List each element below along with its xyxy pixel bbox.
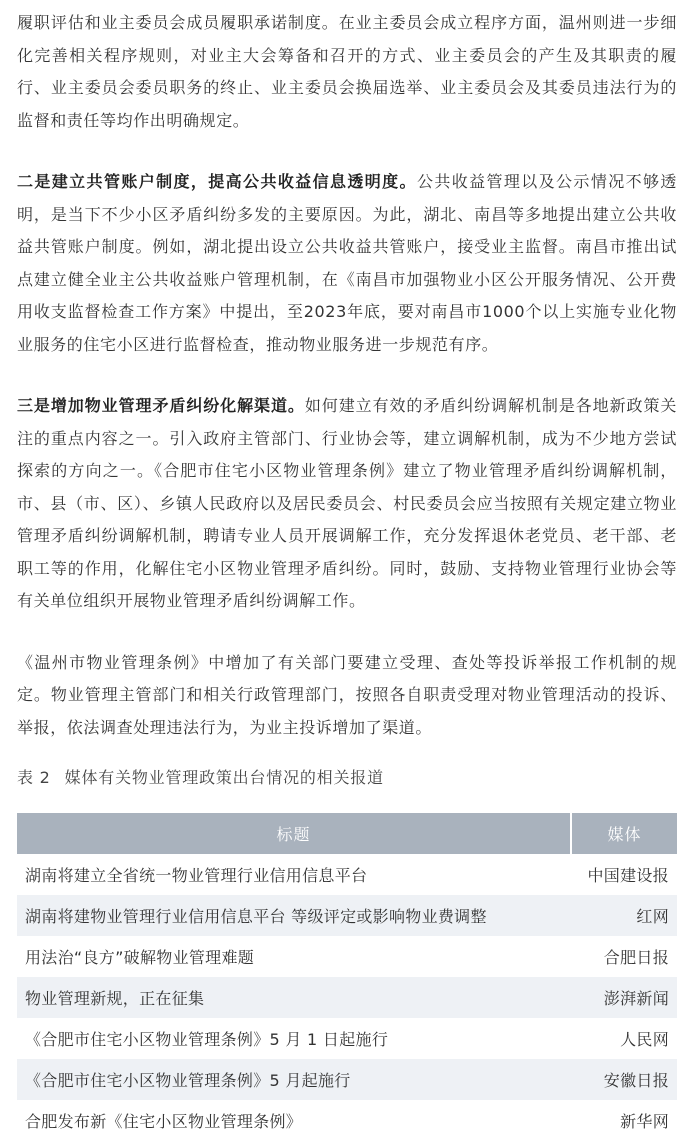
cell-title: 《合肥市住宅小区物业管理条例》5 月 1 日起施行 bbox=[17, 1018, 572, 1059]
media-reports-table bbox=[17, 813, 677, 1141]
cell-title: 湖南将建立全省统一物业管理行业信用信息平台 bbox=[17, 854, 572, 895]
cell-media: 中国建设报 bbox=[572, 854, 677, 895]
table-row bbox=[17, 895, 677, 936]
paragraph bbox=[17, 7, 677, 137]
paragraph bbox=[17, 390, 677, 618]
cell-title: 《合肥市住宅小区物业管理条例》5 月起施行 bbox=[17, 1059, 572, 1100]
paragraph-text: 公共收益管理以及公示情况不够透明，是当下不少小区矛盾纠纷多发的主要原因。为此，湖北、南昌等多地提出建立公共收益共管账户制度。例如，湖北提出设立公共收益共管账户，接受业主监督。南昌市推出试点建立健全业主公共收益账户管理机制，在《南昌市加强物业小区公开服务情况、公开费用收支监督检查工作方案》中提出，至2023年底，要对南昌市1000个以上实施专业化物业服务的住宅小区进行监督检查，推动物业服务进一步规范有序。 bbox=[17, 172, 677, 354]
table-row bbox=[17, 1018, 677, 1059]
cell-title: 用法治“良方”破解物业管理难题 bbox=[17, 936, 572, 977]
table-header-row bbox=[17, 813, 677, 854]
cell-title: 合肥发布新《住宅小区物业管理条例》 bbox=[17, 1100, 572, 1141]
cell-media: 新华网 bbox=[572, 1100, 677, 1141]
column-header-media: 媒体 bbox=[572, 813, 677, 854]
paragraph bbox=[17, 647, 677, 745]
table-caption bbox=[17, 766, 677, 790]
cell-title: 湖南将建物业管理行业信用信息平台 等级评定或影响物业费调整 bbox=[17, 895, 572, 936]
article bbox=[17, 0, 677, 1141]
paragraph-text: 履职评估和业主委员会成员履职承诺制度。在业主委员会成立程序方面，温州则进一步细化完善相关程序规则，对业主大会筹备和召开的方式、业主委员会的产生及其职责的履行、业主委员会委员职务的终止、业主委员会换届选举、业主委员会及其委员违法行为的监督和责任等均作出明确规定。 bbox=[17, 13, 677, 130]
paragraph-text: 《温州市物业管理条例》中增加了有关部门要建立受理、查处等投诉举报工作机制的规定。物业管理主管部门和相关行政管理部门，按照各自职责受理对物业管理活动的投诉、举报，依法调查处理违法行为，为业主投诉增加了渠道。 bbox=[17, 652, 677, 737]
table-row bbox=[17, 1100, 677, 1141]
table-caption-number: 表 2 bbox=[17, 768, 51, 787]
paragraph-lead: 二是建立共管账户制度，提高公共收益信息透明度。 bbox=[17, 172, 417, 191]
table-row bbox=[17, 854, 677, 895]
table-caption-text: 媒体有关物业管理政策出台情况的相关报道 bbox=[64, 768, 384, 787]
paragraph-lead: 三是增加物业管理矛盾纠纷化解渠道。 bbox=[17, 396, 305, 415]
paragraph-text: 如何建立有效的矛盾纠纷调解机制是各地新政策关注的重点内容之一。引入政府主管部门、行业协会等，建立调解机制，成为不少地方尝试探索的方向之一。《合肥市住宅小区物业管理条例》建立了物业管理矛盾纠纷调解机制，市、县（市、区）、乡镇人民政府以及居民委员会、村民委员会应当按照有关规定建立物业管理矛盾纠纷调解机制，聘请专业人员开展调解工作，充分发挥退休老党员、老干部、老职工等的作用，化解住宅小区物业管理矛盾纠纷。同时，鼓励、支持物业管理行业协会等有关单位组织开展物业管理矛盾纠纷调解工作。 bbox=[17, 396, 678, 610]
column-header-title: 标题 bbox=[17, 813, 572, 854]
paragraph bbox=[17, 166, 677, 361]
cell-media: 澎湃新闻 bbox=[572, 977, 677, 1018]
table-row bbox=[17, 1059, 677, 1100]
table-row bbox=[17, 977, 677, 1018]
cell-media: 安徽日报 bbox=[572, 1059, 677, 1100]
table-row bbox=[17, 936, 677, 977]
cell-media: 合肥日报 bbox=[572, 936, 677, 977]
cell-media: 红网 bbox=[572, 895, 677, 936]
cell-media: 人民网 bbox=[572, 1018, 677, 1059]
cell-title: 物业管理新规，正在征集 bbox=[17, 977, 572, 1018]
